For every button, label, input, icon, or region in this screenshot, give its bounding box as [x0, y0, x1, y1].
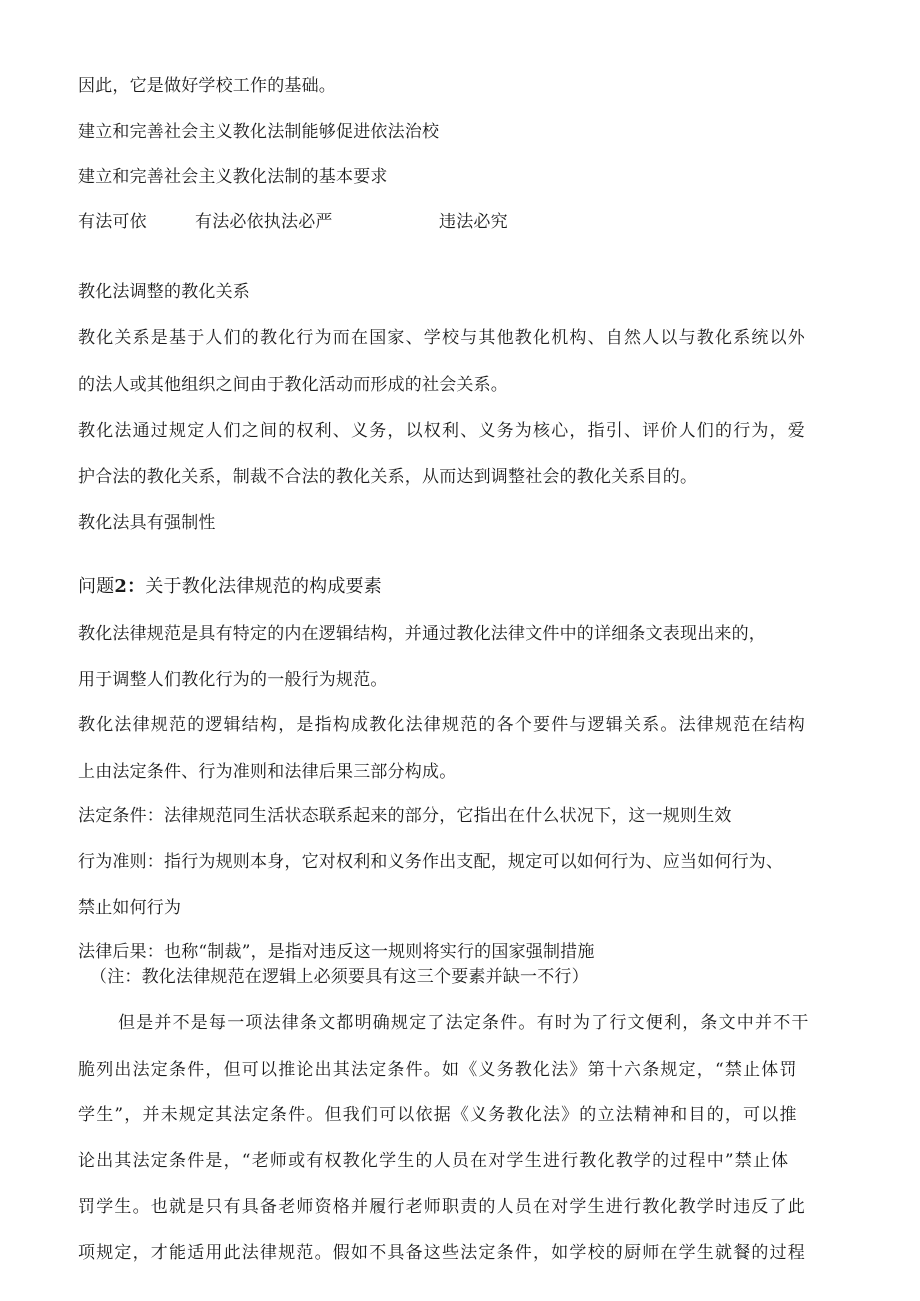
paragraph-line: 罚学生。也就是只有具备老师资格并履行老师职责的人员在对学生进行教化教学时违反了此 — [78, 1197, 806, 1217]
text-line: 建立和完善社会主义教化法制的基本要求 — [78, 167, 388, 187]
text-line: 教化法律规范的逻辑结构，是指构成教化法律规范的各个要件与逻辑关系。法律规范在结构 — [78, 715, 806, 735]
paragraph-line: 但是并不是每一项法律条文都明确规定了法定条件。有时为了行文便利，条文中并不干 — [118, 1013, 810, 1033]
text-line: 禁止如何行为 — [78, 898, 182, 918]
requirement-item: 有法可依 — [78, 212, 147, 232]
paragraph-line: 脆列出法定条件，但可以推论出其法定条件。如《义务教化法》第十六条规定，“禁止体罚 — [78, 1060, 798, 1080]
text-line: 教化关系是基于人们的教化行为而在国家、学校与其他教化机构、自然人以与教化系统以外 — [78, 328, 806, 348]
text-line: 的法人或其他组织之间由于教化活动而形成的社会关系。 — [78, 375, 508, 395]
section-heading: 教化法调整的教化关系 — [78, 282, 250, 302]
text-line: 法定条件：法律规范同生活状态联系起来的部分，它指出在什么状况下，这一规则生效 — [78, 806, 732, 826]
paragraph-line: 学生”，并未规定其法定条件。但我们可以依据《义务教化法》的立法精神和目的，可以推 — [78, 1105, 798, 1125]
text-line: 教化法律规范是具有特定的内在逻辑结构，并通过教化法律文件中的详细条文表现出来的， — [78, 624, 766, 644]
text-line: 法律后果：也称“制裁”，是指对违反这一规则将实行的国家强制措施 — [78, 942, 595, 962]
question-number: 2： — [114, 576, 146, 597]
paragraph-line: 项规定，才能适用此法律规范。假如不具备这些法定条件，如学校的厨师在学生就餐的过程 — [78, 1243, 806, 1263]
note-line: （注：教化法律规范在逻辑上必须要具有这三个要素并缺一不行） — [90, 967, 589, 987]
text-line: 教化法具有强制性 — [78, 513, 216, 533]
requirements-row — [78, 211, 508, 233]
text-line: 护合法的教化关系，制裁不合法的教化关系，从而达到调整社会的教化关系目的。 — [78, 467, 698, 487]
text-line: 建立和完善社会主义教化法制能够促进依法治校 — [78, 122, 440, 142]
requirement-item: 违法必究 — [439, 212, 508, 232]
requirement-item: 有法必依执法必严 — [195, 212, 333, 232]
text-line: 行为准则：指行为规则本身，它对权利和义务作出支配，规定可以如何行为、应当如何行为、 — [78, 852, 784, 872]
text-line: 教化法通过规定人们之间的权利、义务，以权利、义务为核心，指引、评价人们的行为，爱 — [78, 421, 806, 441]
text-line: 因此，它是做好学校工作的基础。 — [78, 76, 336, 96]
paragraph-line: 论出其法定条件是，“老师或有权教化学生的人员在对学生进行教化教学的过程中”禁止体 — [78, 1151, 790, 1171]
question-prefix: 问题 — [78, 576, 115, 597]
question-title: 关于教化法律规范的构成要素 — [145, 576, 382, 597]
question-heading — [78, 576, 382, 598]
text-line: 用于调整人们教化行为的一般行为规范。 — [78, 670, 388, 690]
text-line: 上由法定条件、行为准则和法律后果三部分构成。 — [78, 762, 457, 782]
